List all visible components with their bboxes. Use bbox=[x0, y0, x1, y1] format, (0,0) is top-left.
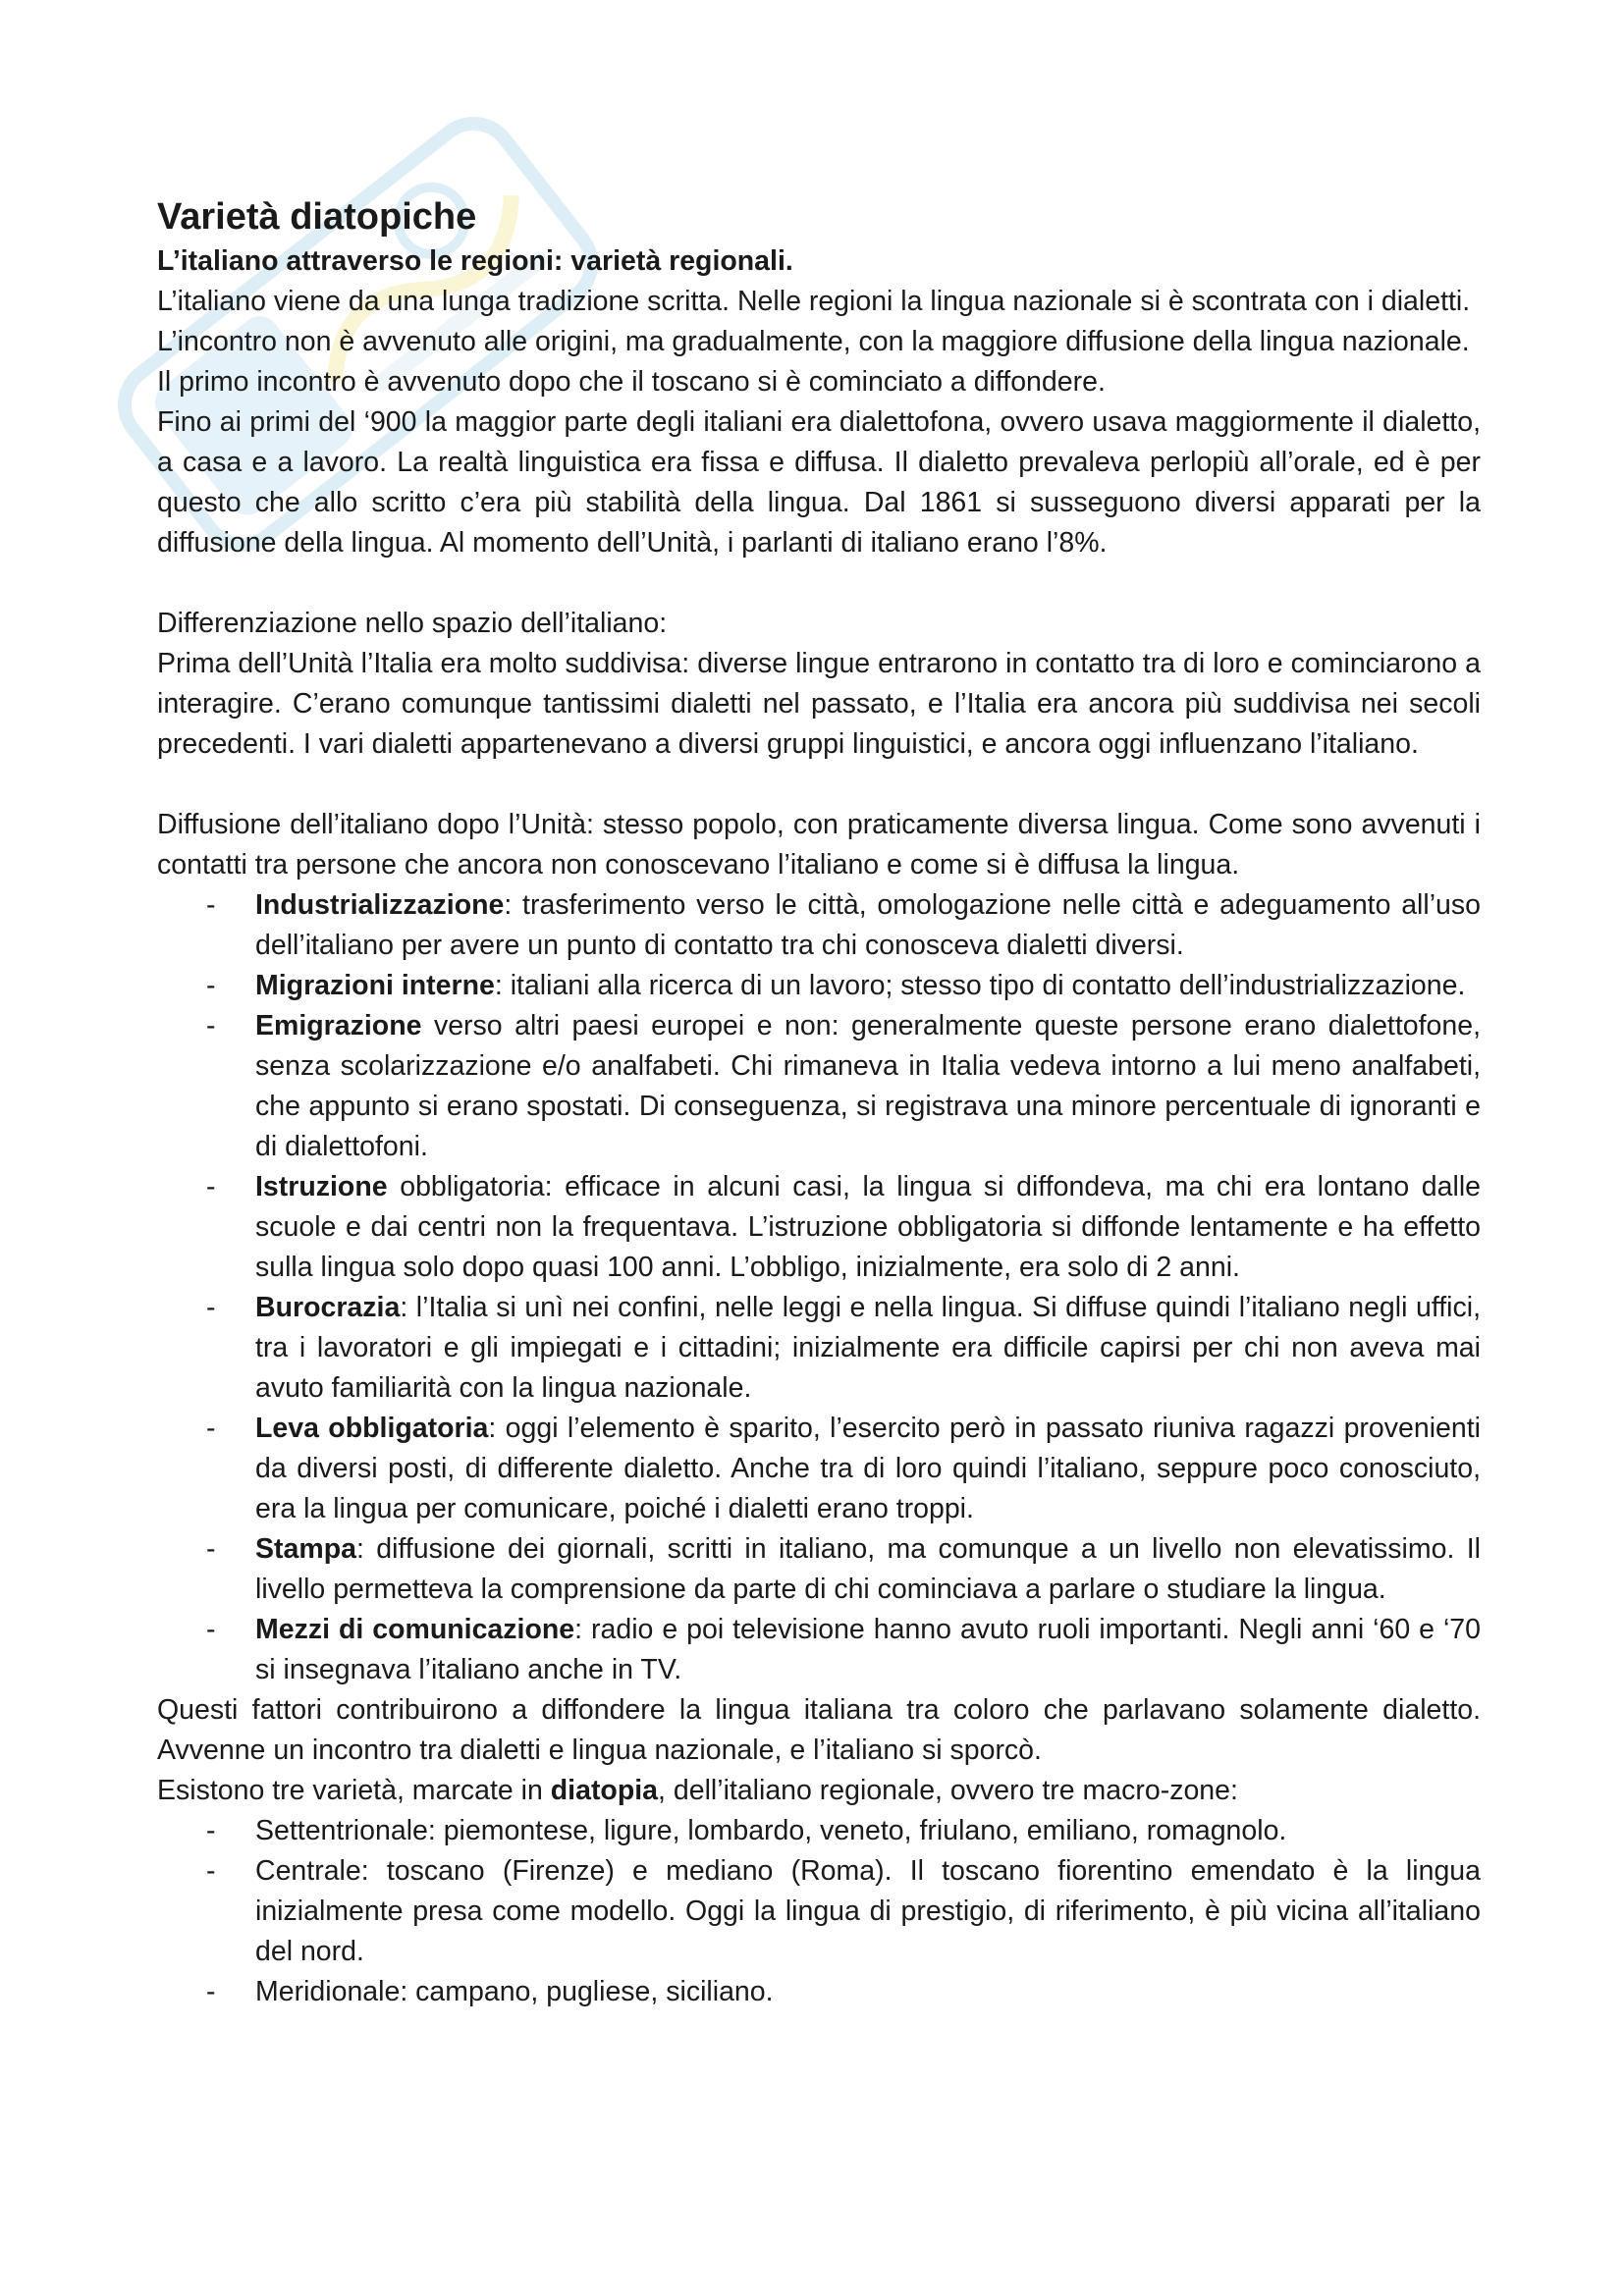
document-page bbox=[157, 192, 1481, 2012]
list-item bbox=[157, 1006, 1481, 1167]
bullet-dash: - bbox=[206, 1855, 216, 1887]
list-item bbox=[157, 966, 1481, 1006]
intro-paragraph-2: Fino ai primi del ‘900 la maggior parte degli italiani era dialettofona, ovvero usava maggiormente il dialetto, a casa e a lavoro. La realtà linguistica era fissa e diffusa. Il dialetto prevaleva perlopiù all’orale, ed è per questo che allo scritto c’era più stabilità della lingua. Dal 1861 si susseguono diversi apparati per la diffusione della lingua. Al momento dell’Unità, i parlanti di italiano erano l’8%. bbox=[157, 406, 1481, 559]
factors-list bbox=[157, 885, 1481, 1690]
list-item-text: : radio e poi televisione hanno avuto ruoli importanti. Negli anni ‘60 e ‘70 si insegnava l’italiano anche in TV. bbox=[255, 1614, 1481, 1685]
zones-list bbox=[157, 1811, 1481, 2012]
list-item-text: : diffusione dei giornali, scritti in italiano, ma comunque a un livello non elevatissimo. Il livello permetteva la comprensione da parte di chi cominciava a parlare o studiare la lingua. bbox=[255, 1533, 1481, 1605]
intro-text-after: , dell’italiano regionale, ovvero tre macro-zone: bbox=[658, 1775, 1238, 1806]
list-item-text: obbligatoria: efficace in alcuni casi, la lingua si diffondeva, ma chi era lontano dalle scuole e dai centri non la frequentava. L’istruzione obbligatoria si diffonde lentamente e ha effetto sulla lingua solo dopo quasi 100 anni. L’obbligo, inizialmente, era solo di 2 anni. bbox=[255, 1171, 1481, 1283]
list-item bbox=[157, 1167, 1481, 1288]
bullet-dash: - bbox=[206, 970, 216, 1001]
list-item-term: Burocrazia bbox=[255, 1292, 401, 1323]
list-item bbox=[157, 1851, 1481, 1972]
page-subtitle: L’italiano attraverso le regioni: varietà regionali. bbox=[157, 245, 793, 277]
bullet-dash: - bbox=[206, 1171, 216, 1202]
list-item bbox=[157, 1409, 1481, 1529]
intro-paragraph-1: L’italiano viene da una lunga tradizione scritta. Nelle regioni la lingua nazionale si è scontrata con i dialetti. L’incontro non è avvenuto alle origini, ma gradualmente, con la maggiore diffusione della lingua nazionale. Il primo incontro è avvenuto dopo che il toscano si è cominciato a diffondere. bbox=[157, 286, 1471, 398]
section-intro-diffusione: Diffusione dell’italiano dopo l’Unità: stesso popolo, con praticamente diversa lingua. Come sono avvenuti i contatti tra persone che ancora non conoscevano l’italiano e come si è diffusa la lingua. bbox=[157, 809, 1481, 881]
bullet-dash: - bbox=[206, 1815, 216, 1846]
intro-text-before: Esistono tre varietà, marcate in bbox=[157, 1775, 551, 1806]
list-item-text: : italiani alla ricerca di un lavoro; stesso tipo di contatto dell’industrializzazione. bbox=[494, 970, 1466, 1001]
list-item bbox=[157, 1811, 1481, 1851]
bullet-dash: - bbox=[206, 1976, 216, 2007]
list-item-term: Leva obbligatoria bbox=[255, 1413, 489, 1444]
list-item-term: Stampa bbox=[255, 1533, 356, 1565]
bullet-dash: - bbox=[206, 1292, 216, 1323]
list-item bbox=[157, 1529, 1481, 1610]
list-item bbox=[157, 1972, 1481, 2012]
bullet-dash: - bbox=[206, 1614, 216, 1645]
list-item-text: Centrale: toscano (Firenze) e mediano (Roma). Il toscano fiorentino emendato è la lingua inizialmente presa come modello. Oggi la lingua di prestigio, di riferimento, è più vicina all’italiano del nord. bbox=[255, 1855, 1481, 1967]
list-item-term: Migrazioni interne bbox=[255, 970, 495, 1001]
list-item-text: : oggi l’elemento è sparito, l’esercito però in passato riuniva ragazzi provenienti da diversi posti, di differente dialetto. Anche tra di loro quindi l’italiano, seppure poco conosciuto, era la lingua per comunicare, poiché i dialetti erano troppi. bbox=[255, 1413, 1481, 1524]
list-item-term: Emigrazione bbox=[255, 1010, 422, 1041]
list-item bbox=[157, 1610, 1481, 1690]
list-item-text: Settentrionale: piemontese, ligure, lombardo, veneto, friulano, emiliano, romagnolo. bbox=[255, 1815, 1287, 1846]
bullet-dash: - bbox=[206, 889, 216, 921]
list-item-text: : trasferimento verso le città, omologazione nelle città e adeguamento all’uso dell’italiano per avere un punto di contatto tra chi conosceva dialetti diversi. bbox=[255, 889, 1481, 961]
section-paragraph-differenziazione: Prima dell’Unità l’Italia era molto suddivisa: diverse lingue entrarono in contatto tra di loro e cominciarono a interagire. C’erano comunque tantissimi dialetti nel passato, e l’Italia era ancora più suddivisa nei secoli precedenti. I vari dialetti appartenevano a diversi gruppi linguistici, e ancora oggi influenzano l’italiano. bbox=[157, 648, 1481, 760]
section-conclusion: Questi fattori contribuirono a diffondere la lingua italiana tra coloro che parlavano solamente dialetto. Avvenne un incontro tra dialetti e lingua nazionale, e l’italiano si sporcò. bbox=[157, 1694, 1481, 1766]
intro-text-bold: diatopia bbox=[550, 1775, 659, 1806]
list-item bbox=[157, 885, 1481, 966]
bullet-dash: - bbox=[206, 1010, 216, 1041]
bullet-dash: - bbox=[206, 1533, 216, 1565]
section-intro-varieta bbox=[157, 1771, 1481, 1811]
list-item-term: Mezzi di comunicazione bbox=[255, 1614, 575, 1645]
page-title: Varietà diatopiche bbox=[157, 196, 477, 238]
section-heading-differenziazione: Differenziazione nello spazio dell’italiano: bbox=[157, 608, 668, 639]
list-item-text: verso altri paesi europei e non: generalmente queste persone erano dialettofone, senza scolarizzazione e/o analfabeti. Chi rimaneva in Italia vedeva intorno a lui meno analfabeti, che appunto si erano spostati. Di conseguenza, si registrava una minore percentuale di ignoranti e di dialettofoni. bbox=[255, 1010, 1481, 1162]
list-item-term: Istruzione bbox=[255, 1171, 388, 1202]
list-item-term: Industrializzazione bbox=[255, 889, 505, 921]
list-item-text: : l’Italia si unì nei confini, nelle leggi e nella lingua. Si diffuse quindi l’italiano negli uffici, tra i lavoratori e gli impiegati e i cittadini; inizialmente era difficile capirsi per chi non aveva mai avuto familiarità con la lingua nazionale. bbox=[255, 1292, 1481, 1404]
list-item-text: Meridionale: campano, pugliese, siciliano. bbox=[255, 1976, 774, 2007]
list-item bbox=[157, 1288, 1481, 1409]
bullet-dash: - bbox=[206, 1413, 216, 1444]
